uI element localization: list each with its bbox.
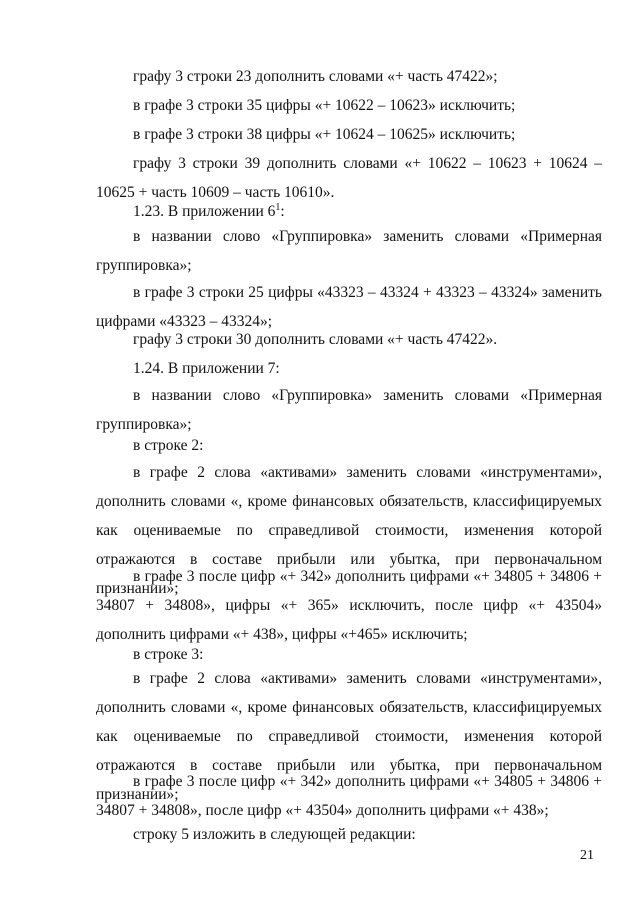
paragraph: в графе 3 после цифр «+ 342» дополнить цифрами «+ 34805 + 34806 + 34807 + 34808», цифры «+ 365» исключить, после цифр «+ 43504» дополнить цифрами «+ 438», цифры «+465» исключить; xyxy=(96,568,602,643)
paragraph: в графе 2 слова «активами» заменить словами «инструментами», дополнить словами «, кроме финансовых обязательств, классифицируемых как оцениваемые по справедливой стоимости, изменения которой отражаются в составе прибыли или убытка, при первоначальном признании»; xyxy=(96,670,602,803)
paragraph: в названии слово «Группировка» заменить словами «Примерная группировка»; xyxy=(96,387,602,433)
paragraph: графу 3 строки 23 дополнить словами «+ часть 47422»; xyxy=(133,68,498,85)
paragraph: в графе 3 строки 38 цифры «+ 10624 – 10625» исключить; xyxy=(133,126,516,143)
paragraph: в строке 3: xyxy=(133,646,204,663)
paragraph: графу 3 строки 30 дополнить словами «+ часть 47422». xyxy=(133,331,498,348)
page-number: 21 xyxy=(580,848,594,863)
paragraph: строку 5 изложить в следующей редакции: xyxy=(133,826,416,843)
heading-superscript: 1 xyxy=(275,202,281,213)
heading-text: 1.23. В приложении 6 xyxy=(133,203,276,220)
paragraph: в названии слово «Группировка» заменить словами «Примерная группировка»; xyxy=(96,228,602,274)
paragraph: в графе 3 строки 35 цифры «+ 10622 – 10623» исключить; xyxy=(133,97,516,114)
paragraph: в строке 2: xyxy=(133,437,204,454)
paragraph: в графе 3 строки 25 цифры «43323 – 43324 + 43323 – 43324» заменить цифрами «43323 – 43324»; xyxy=(96,284,602,330)
paragraph: в графе 2 слова «активами» заменить словами «инструментами», дополнить словами «, кроме финансовых обязательств, классифицируемых как оцениваемые по справедливой стоимости, изменения которой отражаются в составе прибыли или убытка, при первоначальном признании»; xyxy=(96,464,602,597)
paragraph: графу 3 строки 39 дополнить словами «+ 10622 – 10623 + 10624 – 10625 + часть 10609 – часть 10610». xyxy=(96,155,602,201)
paragraph: в графе 3 после цифр «+ 342» дополнить цифрами «+ 34805 + 34806 + 34807 + 34808», после цифр «+ 43504» дополнить цифрами «+ 438»; xyxy=(96,773,602,819)
section-heading: 1.24. В приложении 7: xyxy=(133,360,280,377)
heading-suffix: : xyxy=(280,203,285,220)
